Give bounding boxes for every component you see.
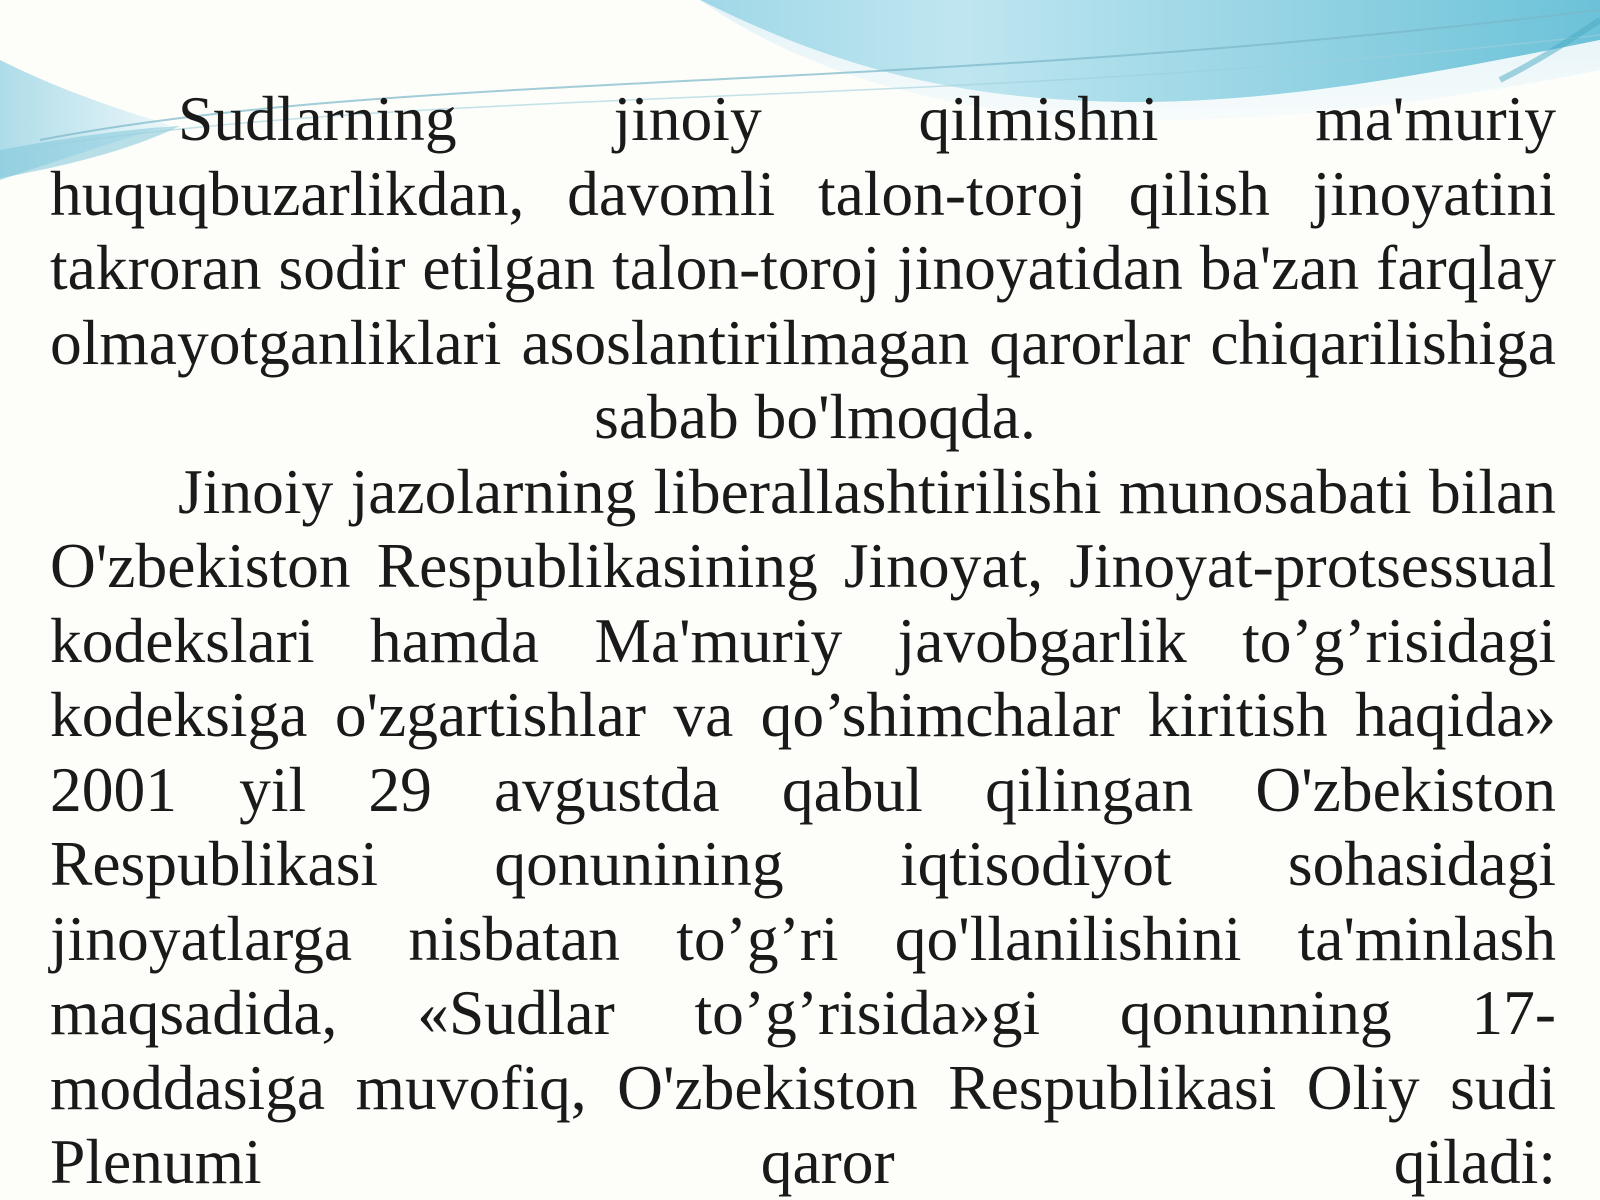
- slide-body-text: [50, 82, 1556, 1200]
- paragraph-1-ending: sabab bo'lmoqda.: [594, 381, 1036, 452]
- paragraph-1: Sudlarning jinoiy qilmishni ma'muriy huquqbuzarlikdan, davomli talon-toroj qilish jinoyatini takroran sodir etilgan talon-toroj jinoyatidan ba'zan farqlay olmayotganliklari asoslantirilmagan qarorlar chiqarilishiga: [50, 83, 1556, 378]
- paragraph-2: Jinoiy jazolarning liberallashtirilishi munosabati bilan O'zbekiston Respublikasining Jinoyat, Jinoyat-protsessual kodekslari hamda Ma'muriy javobgarlik to’g’risidagi kodeksiga o'zgartishlar va qo’shimchalar kiritish haqida» 2001 yil 29 avgustda qabul qilingan O'zbekiston Respublikasi qonunining iqtisodiyot sohasidagi jinoyatlarga nisbatan to’g’ri qo'llanilishini ta'minlash maqsadida, «Sudlar to’g’risida»gi qonunning 17-moddasiga muvofiq, O'zbekiston Respublikasi Oliy sudi Plenumi qaror qiladi:: [50, 455, 1556, 1197]
